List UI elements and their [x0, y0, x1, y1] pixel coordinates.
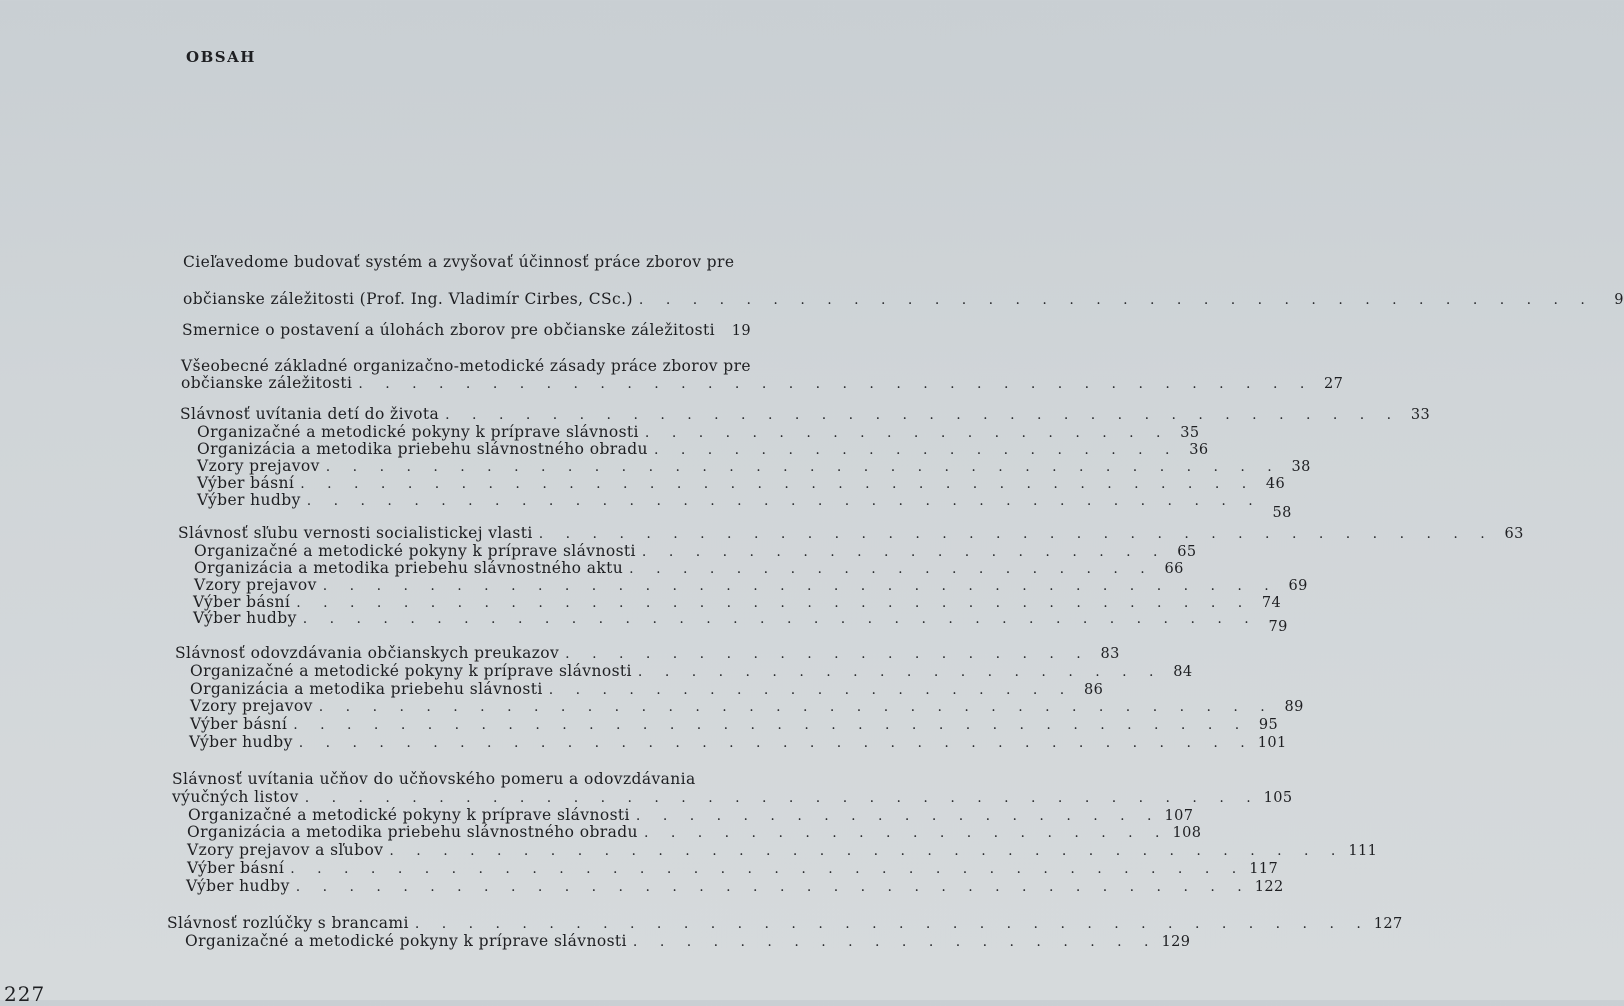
toc-entry [190, 680, 1104, 698]
toc-entry [187, 859, 1279, 877]
toc-entry-title: Organizácia a metodika priebehu slávnostného aktu [194, 559, 624, 577]
toc-leader-dots: . . . . . . . . . . . . . . . . . . . . . . . . . . . . . . . . . . . . [300, 476, 1256, 492]
toc-entry [188, 806, 1194, 824]
toc-leader-dots: . . . . . . . . . . . . . . . . . . . . . . . . . . . . . . . . . . . . [306, 493, 1262, 509]
toc-leader-dots: . . . . . . . . . . . . . . . . . . . . . . . . . . . . . . . . . . . . [414, 916, 1370, 932]
toc-page-number: 122 [1254, 879, 1284, 895]
toc-leader-dots: . . . . . . . . . . . . . . . . . . . . [637, 664, 1163, 680]
toc-leader-dots: . . . . . . . . . . . . . . . . . . . . . . . . . . . . . . . . . . . . [325, 459, 1281, 475]
toc-leader-dots: . . . . . . . . . . . . . . . . . . . . . . . . . . . . . . . . . . . . [445, 407, 1401, 423]
toc-entry-title: Organizačné a metodické pokyny k príprave slávnosti [194, 542, 636, 560]
toc-entry [197, 474, 1286, 492]
toc-entry-title: Smernice o postavení a úlohách zborov pre občianske záležitosti [182, 321, 716, 339]
toc-section-entry [180, 405, 1431, 423]
toc-entry [189, 733, 1287, 751]
toc-page-number: 127 [1373, 916, 1403, 932]
toc-entry-title: Organizácia a metodika priebehu slávnostného obradu [187, 823, 638, 841]
toc-entry-title: Vzory prejavov [194, 576, 317, 594]
toc-leader-dots: . . . . . . . . . . . . . . . . . . . . . . . . . . . . . . . . . . . . [304, 790, 1260, 806]
toc-page-number: 95 [1258, 717, 1279, 733]
toc-entry-title: Slávnosť sľubu vernosti socialistickej vlasti [178, 524, 533, 542]
toc-page-number: 63 [1504, 526, 1524, 542]
toc-page-number: 69 [1288, 578, 1308, 594]
toc-entry-title: Vzory prejavov [197, 457, 320, 475]
toc-page-number: 65 [1177, 544, 1197, 560]
toc-entry-title: Slávnosť rozlúčky s brancami [167, 914, 409, 932]
toc-entry-title: Výber hudby [189, 733, 293, 751]
toc-leader-dots: . . . . . . . . . . . . . . . . . . . . . . . . . . . . . . . . . . . . [290, 861, 1246, 877]
toc-page-number: 74 [1261, 595, 1282, 611]
toc-entry [190, 662, 1193, 680]
toc-section-entry [172, 788, 1293, 806]
toc-leader-dots: . . . . . . . . . . . . . . . . . . . . [629, 561, 1154, 577]
toc-leader-dots: . . . . . . . . . . . . . . . . . . . . . . . . . . . . . . . . . . . . [298, 735, 1254, 751]
toc-entry-title: Výber básní [187, 859, 285, 877]
toc-leader-dots: . . . . . . . . . . . . . . . . . . . . [548, 682, 1074, 698]
toc-leader-dots: . . . . . . . . . . . . . . . . . . . . . . . . . . . . . . . . . . . . [538, 526, 1494, 542]
toc-entry [197, 423, 1200, 441]
toc-entry-title: Organizácia a metodika priebehu slávnosti [190, 680, 543, 698]
toc-leader-dots: . . . . . . . . . . . . . . . . . . . . [635, 808, 1161, 824]
toc-entry-line1: Cieľavedome budovať systém a zvyšovať účinnosť práce zborov pre [183, 253, 735, 271]
toc-leader-dots: . . . . . . . . . . . . . . . . . . . . [565, 646, 1090, 662]
toc-page-number: 117 [1249, 861, 1279, 877]
toc-entry-title: Vzory prejavov a sľubov [187, 841, 384, 859]
toc-entry [190, 697, 1304, 715]
toc-entry-title: Organizácia a metodika priebehu slávnostného obradu [197, 440, 648, 458]
toc-entry [182, 321, 752, 339]
toc-entry [194, 576, 1308, 594]
toc-entry [186, 877, 1284, 895]
toc-entry [194, 542, 1197, 560]
toc-page-number: 105 [1263, 790, 1293, 806]
toc-entry-title: Výber básní [193, 593, 291, 611]
toc-entry [197, 440, 1209, 458]
toc-entry-title: Výber hudby [193, 609, 297, 627]
toc-page-number: 84 [1173, 664, 1193, 680]
page-heading: OBSAH [186, 48, 256, 66]
toc-entry-title: Vzory prejavov [190, 697, 313, 715]
toc-leader-dots: . . . . . . . . . . . . . . . . . . . . . . . . . . . . . . . . . . . . [296, 595, 1252, 611]
toc-entry-title: Výber básní [190, 715, 288, 733]
toc-entry-title: Organizačné a metodické pokyny k príprave slávnosti [190, 662, 632, 680]
toc-section-entry [167, 914, 1403, 932]
toc-entry-title: Organizačné a metodické pokyny k príprave slávnosti [197, 423, 639, 441]
toc-entry [187, 841, 1378, 859]
toc-page-number: 27 [1324, 376, 1344, 392]
toc-page-number: 38 [1291, 459, 1311, 475]
toc-entry-title: Organizačné a metodické pokyny k príprave slávnosti [185, 932, 627, 950]
toc-entry-title: občianske záležitosti [181, 374, 353, 392]
toc-entry-title: Slávnosť uvítania detí do života [180, 405, 440, 423]
toc-leader-dots: . . . . . . . . . . . . . . . . . . . . [653, 442, 1179, 458]
toc-leader-dots: . . . . . . . . . . . . . . . . . . . . . . . . . . . . . . . . . . . . [358, 376, 1314, 392]
toc-leader-dots: . . . . . . . . . . . . . . . . . . . . . . . . . . . . . . . . . . . . [389, 843, 1345, 859]
toc-section-entry [178, 524, 1524, 542]
toc-page-number: 83 [1100, 646, 1120, 662]
toc-page-number: 129 [1161, 934, 1191, 950]
toc-leader-dots: . . . . . . . . . . . . . . . . . . . . [632, 934, 1158, 950]
toc-leader-dots: . . . . . . . . . . . . . . . . . . . . [641, 544, 1167, 560]
toc-entry-title: Slávnosť odovzdávania občianskych preukazov [175, 644, 560, 662]
toc-entry-title: občianske záležitosti (Prof. Ing. Vladimír Cirbes, CSc.) [183, 290, 633, 308]
toc-page-number: 108 [1172, 825, 1202, 841]
toc-page-number: 46 [1265, 476, 1286, 492]
toc-entry-line1: Všeobecné základné organizačno-metodické zásady práce zborov pre [181, 357, 751, 375]
toc-entry-title: výučných listov [172, 788, 299, 806]
toc-page-number: 36 [1189, 442, 1209, 458]
toc-leader-dots: . . . . . . . . . . . . . . . . . . . . . . . . . . . . . . . . . . . . [293, 717, 1249, 733]
toc-leader-dots: . . . . . . . . . . . . . . . . . . . . [644, 425, 1170, 441]
toc-page-number: 66 [1164, 561, 1184, 577]
folio-page-number: 227 [4, 982, 46, 1006]
toc-leader-dots: . . . . . . . . . . . . . . . . . . . . . . . . . . . . . . . . . . . . [638, 292, 1594, 308]
toc-entry-title: Organizačné a metodické pokyny k príprave slávnosti [188, 806, 630, 824]
toc-page-number: 101 [1257, 735, 1287, 751]
toc-page-number: 89 [1284, 699, 1304, 715]
toc-leader-dots: . . . . . . . . . . . . . . . . . . . . [643, 825, 1169, 841]
toc-page-number: 58 [1272, 505, 1292, 521]
toc-entry [197, 457, 1311, 475]
toc-page-number: 9 [1614, 292, 1624, 308]
toc-page-number: 86 [1083, 682, 1104, 698]
toc-entry [187, 823, 1202, 841]
toc-page-number: 19 [731, 323, 752, 339]
toc-entry [194, 559, 1184, 577]
toc-page-number: 107 [1164, 808, 1194, 824]
toc-entry [197, 491, 1292, 521]
toc-entry-title: Výber hudby [186, 877, 290, 895]
toc-entry-title: Výber básní [197, 474, 295, 492]
toc-page-number: 111 [1348, 843, 1378, 859]
toc-leader-dots: . . . . . . . . . . . . . . . . . . . . . . . . . . . . . . . . . . . . [322, 578, 1278, 594]
toc-entry [190, 715, 1279, 733]
toc-entry [181, 374, 1344, 392]
toc-section-entry [175, 644, 1120, 662]
toc-entry [185, 932, 1191, 950]
toc-page-number: 79 [1268, 619, 1288, 635]
toc-page-number: 35 [1180, 425, 1200, 441]
toc-entry-line1: Slávnosť uvítania učňov do učňovského pomeru a odovzdávania [172, 770, 696, 788]
toc-entry-title: Výber hudby [197, 491, 301, 509]
toc-leader-dots: . . . . . . . . . . . . . . . . . . . . . . . . . . . . . . . . . . . . [318, 699, 1274, 715]
toc-entry [183, 290, 1624, 308]
toc-leader-dots: . . . . . . . . . . . . . . . . . . . . . . . . . . . . . . . . . . . . [295, 879, 1251, 895]
toc-leader-dots: . . . . . . . . . . . . . . . . . . . . . . . . . . . . . . . . . . . . [302, 611, 1258, 627]
toc-entry [193, 609, 1288, 635]
toc-page-number: 33 [1410, 407, 1431, 423]
